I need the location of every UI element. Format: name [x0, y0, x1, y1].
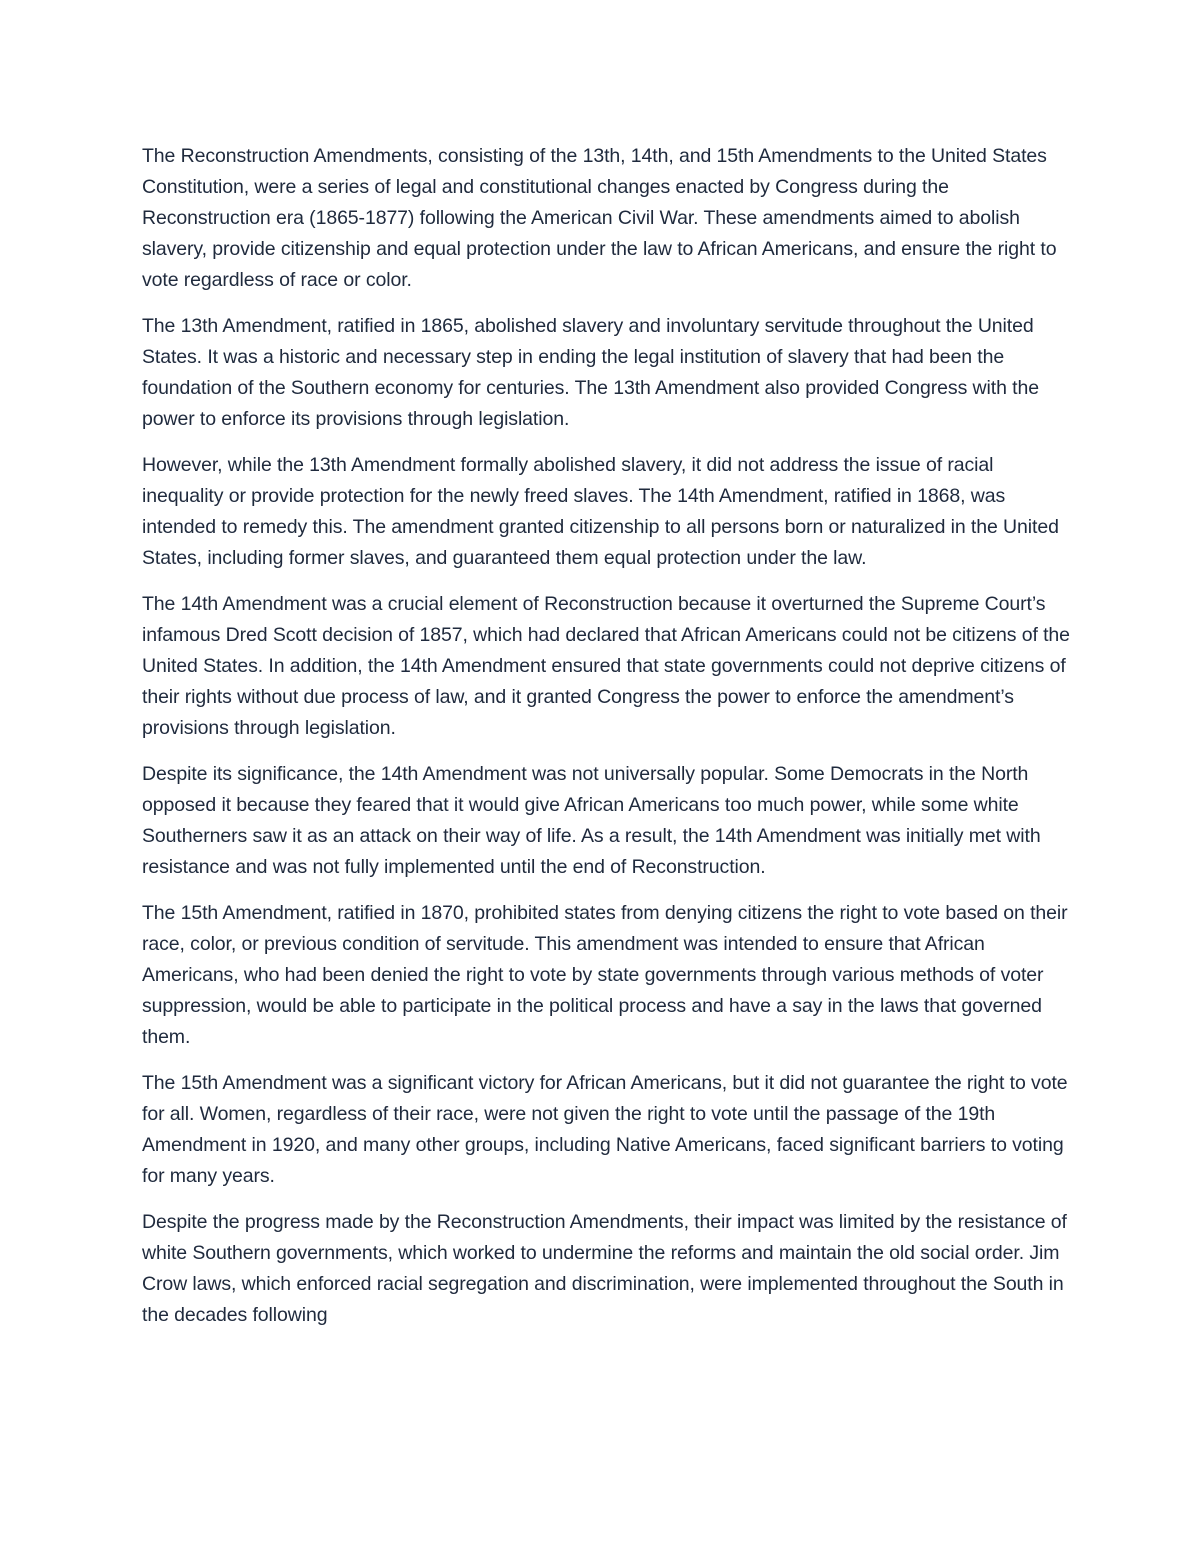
paragraph: The 14th Amendment was a crucial element of Reconstruction because it overturned the Supreme Court’s infamous Dred Scott decision of 1857, which had declared that African Americans could not be citizens of the United States. In addition, the 14th Amendment ensured that state governments could not deprive citizens of their rights without due process of law, and it granted Congress the power to enforce the amendment’s provisions through legislation.: [142, 593, 1070, 739]
document-body: [142, 141, 1072, 1346]
paragraph: The 15th Amendment, ratified in 1870, prohibited states from denying citizens the right to vote based on their race, color, or previous condition of servitude. This amendment was intended to ensure that African Americans, who had been denied the right to vote by state governments through various methods of voter suppression, would be able to participate in the political process and have a say in the laws that governed them.: [142, 902, 1068, 1048]
paragraph: The 13th Amendment, ratified in 1865, abolished slavery and involuntary servitude throughout the United States. It was a historic and necessary step in ending the legal institution of slavery that had been the foundation of the Southern economy for centuries. The 13th Amendment also provided Congress with the power to enforce its provisions through legislation.: [142, 315, 1039, 430]
paragraph: Despite the progress made by the Reconstruction Amendments, their impact was limited by the resistance of white Southern governments, which worked to undermine the reforms and maintain the old social order. Jim Crow laws, which enforced racial segregation and discrimination, were implemented throughout the South in the decades following: [142, 1211, 1067, 1326]
paragraph: Despite its significance, the 14th Amendment was not universally popular. Some Democrats in the North opposed it because they feared that it would give African Americans too much power, while some white Southerners saw it as an attack on their way of life. As a result, the 14th Amendment was initially met with resistance and was not fully implemented until the end of Reconstruction.: [142, 763, 1041, 878]
paragraph: The Reconstruction Amendments, consisting of the 13th, 14th, and 15th Amendments to the United States Constitution, were a series of legal and constitutional changes enacted by Congress during the Reconstruction era (1865-1877) following the American Civil War. These amendments aimed to abolish slavery, provide citizenship and equal protection under the law to African Americans, and ensure the right to vote regardless of race or color.: [142, 145, 1057, 291]
paragraph: However, while the 13th Amendment formally abolished slavery, it did not address the issue of racial inequality or provide protection for the newly freed slaves. The 14th Amendment, ratified in 1868, was intended to remedy this. The amendment granted citizenship to all persons born or naturalized in the United States, including former slaves, and guaranteed them equal protection under the law.: [142, 454, 1059, 569]
paragraph: The 15th Amendment was a significant victory for African Americans, but it did not guarantee the right to vote for all. Women, regardless of their race, were not given the right to vote until the passage of the 19th Amendment in 1920, and many other groups, including Native Americans, faced significant barriers to voting for many years.: [142, 1072, 1068, 1187]
